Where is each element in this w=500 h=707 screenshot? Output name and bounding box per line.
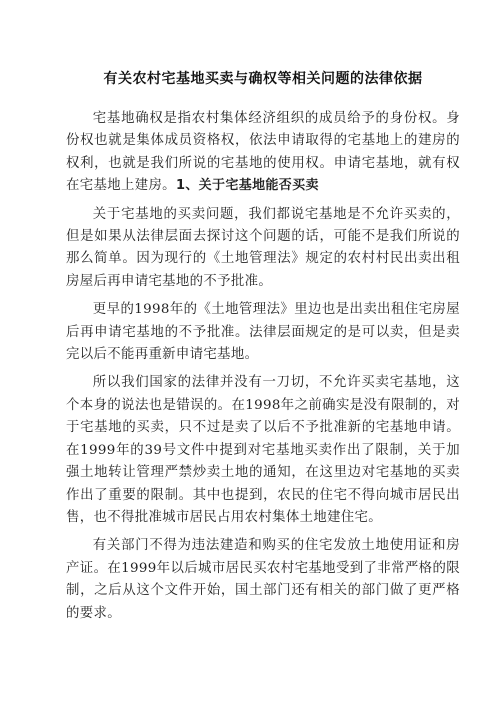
body-paragraph: 关于宅基地的买卖问题，我们都说宅基地是不允许买卖的，但是如果从法律层面去探讨这个问题的话，可能不是我们所说的那么简单。因为现行的《土地管理法》规定的农村村民出卖出租房屋后再申请宅基地的不予批准。 [66,206,460,289]
body-paragraph: 所以我们国家的法律并没有一刀切，不允许买卖宅基地，这个本身的说法也是错误的。在1998年之前确实是没有限制的，对于宅基地的买卖，只不过是卖了以后不予批准新的宅基地申请。在1999年的39号文件中提到对宅基地买卖作出了限制，关于加强土地转让管理严禁炒卖土地的通知，在这里边对宅基地的买卖作出了重要的限制。其中也提到，农民的住宅不得向城市居民出售，也不得批准城市居民占用农村集体土地建住宅。 [66,375,460,525]
body-paragraph: 有关部门不得为违法建造和购买的住宅发放土地使用证和房产证。在1999年以后城市居民买农村宅基地受到了非常严格的限制，之后从这个文件开始，国土部门还有相关的部门做了更严格的要求。 [66,538,460,621]
body-paragraph: 更早的1998年的《土地管理法》里边也是出卖出租住宅房屋后再申请宅基地的不予批准。法律层面规定的是可以卖，但是卖完以后不能再重新申请宅基地。 [66,302,460,363]
document-title: 有关农村宅基地买卖与确权等相关问题的法律依据 [103,71,423,87]
intro-paragraph [66,108,460,198]
section-heading: 1、关于宅基地能否买卖 [175,178,319,194]
intro-text: 宅基地确权是指农村集体经济组织的成员给予的身份权。身份权也就是集体成员资格权，依法申请取得的宅基地上的建房的权利，也就是我们所说的宅基地的使用权。申请宅基地，就有权在宅基地上建房。 [66,111,460,194]
